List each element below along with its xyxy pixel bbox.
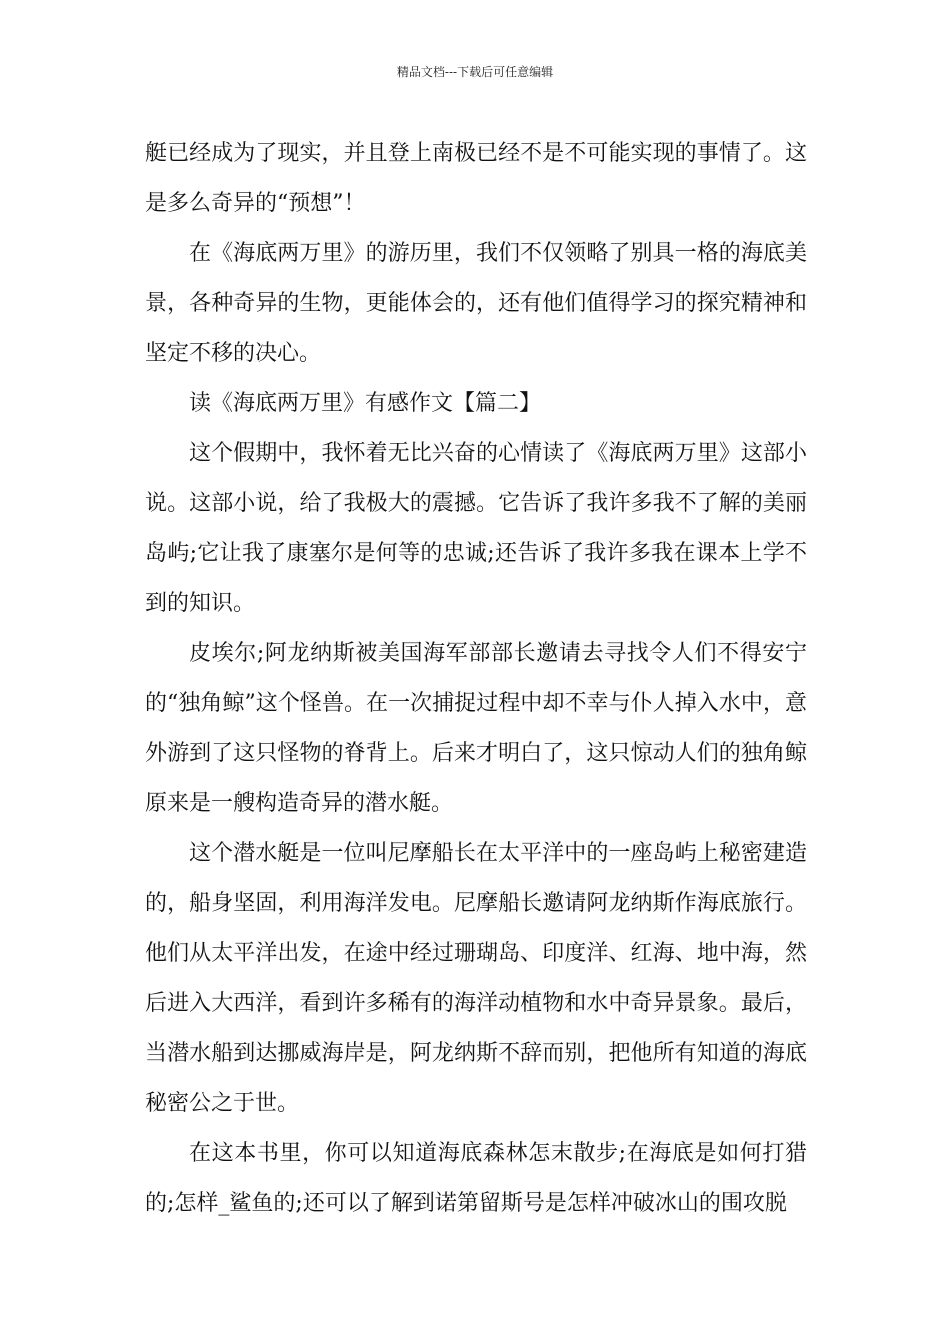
document-body bbox=[145, 129, 807, 1229]
paragraph-3: 这个假期中，我怀着无比兴奋的心情读了《海底两万里》这部小说。这部小说，给了我极大的震撼。它告诉了我许多我不了解的美丽岛屿;它让我了康塞尔是何等的忠诚;还告诉了我许多我在课本上学不到的知识。 bbox=[145, 441, 807, 616]
section-heading: 读《海底两万里》有感作文【篇二】 bbox=[189, 391, 542, 416]
page-header: 精品文档---下载后可任意编辑 bbox=[396, 65, 554, 79]
paragraph-1: 艇已经成为了现实，并且登上南极已经不是不可能实现的事情了。这是多么奇异的“预想”！ bbox=[145, 141, 807, 216]
paragraph-6: 在这本书里，你可以知道海底森林怎末散步;在海底是如何打猎的;怎样_鲨鱼的;还可以了解到诺第留斯号是怎样冲破冰山的围攻脱 bbox=[145, 1141, 807, 1216]
paragraph-2: 在《海底两万里》的游历里，我们不仅领略了别具一格的海底美景，各种奇异的生物，更能体会的，还有他们值得学习的探究精神和坚定不移的决心。 bbox=[145, 241, 807, 366]
paragraph-5: 这个潜水艇是一位叫尼摩船长在太平洋中的一座岛屿上秘密建造的，船身坚固，利用海洋发电。尼摩船长邀请阿龙纳斯作海底旅行。他们从太平洋出发，在途中经过珊瑚岛、印度洋、红海、地中海，然后进入大西洋，看到许多稀有的海洋动植物和水中奇异景象。最后，当潜水船到达挪威海岸是，阿龙纳斯不辞而别，把他所有知道的海底秘密公之于世。 bbox=[145, 841, 807, 1116]
paragraph-4: 皮埃尔;阿龙纳斯被美国海军部部长邀请去寻找令人们不得安宁的“独角鲸”这个怪兽。在一次捕捉过程中却不幸与仆人掉入水中，意外游到了这只怪物的脊背上。后来才明白了，这只惊动人们的独角鲸原来是一艘构造奇异的潜水艇。 bbox=[145, 641, 807, 816]
